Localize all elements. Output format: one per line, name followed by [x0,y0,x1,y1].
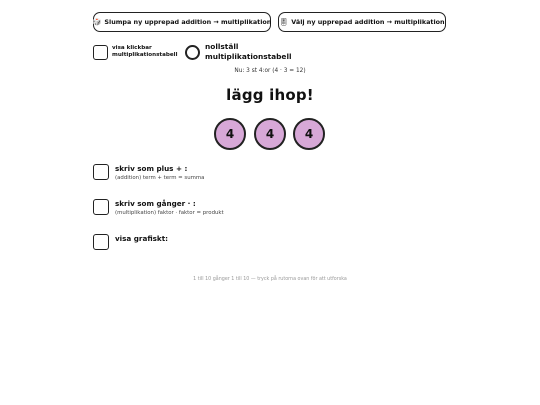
write-as-times-subtitle: (multiplikation) faktor · faktor = produkt [115,210,224,216]
show-clickable-table-line2: multiplikationstabell [112,52,178,58]
reset-table-toggle[interactable] [185,45,200,60]
number-ball-1[interactable]: 4 [214,118,246,150]
choose-button-label: Välj ny upprepad addition → multiplikation [291,18,445,26]
page-heading: lägg ihop! [226,86,314,104]
choose-repeated-addition-button[interactable] [278,12,446,32]
show-clickable-table-checkbox[interactable] [93,45,108,60]
random-repeated-addition-button[interactable] [93,12,271,32]
reset-table-line2: multiplikationstabell [205,52,292,61]
write-as-plus-checkbox[interactable] [93,164,109,180]
dice-icon: 🎲 [92,18,102,26]
footer-hint: 1 till 10 gånger 1 till 10 — tryck på rutorna ovan för att utforska [193,277,347,282]
write-as-plus-subtitle: (addition) term + term = summa [115,175,205,181]
random-button-label: Slumpa ny upprepad addition → multiplikation [104,18,272,26]
write-as-times-title: skriv som gånger · : [115,199,196,208]
current-status: Nu: 3 st 4:or (4 · 3 = 12) [234,68,306,74]
show-graphically-title: visa grafiskt: [115,234,169,243]
show-clickable-table-line1: visa klickbar [112,45,152,51]
show-clickable-table-label [112,45,177,59]
number-ball-2[interactable]: 4 [254,118,286,150]
slider-icon: 🎚 [279,18,289,26]
show-graphically-checkbox[interactable] [93,234,109,250]
write-as-plus-title: skriv som plus + : [115,164,188,173]
write-as-times-checkbox[interactable] [93,199,109,215]
reset-table-line1: nollställ [205,42,239,51]
reset-table-label [205,42,292,62]
number-ball-3[interactable]: 4 [293,118,325,150]
